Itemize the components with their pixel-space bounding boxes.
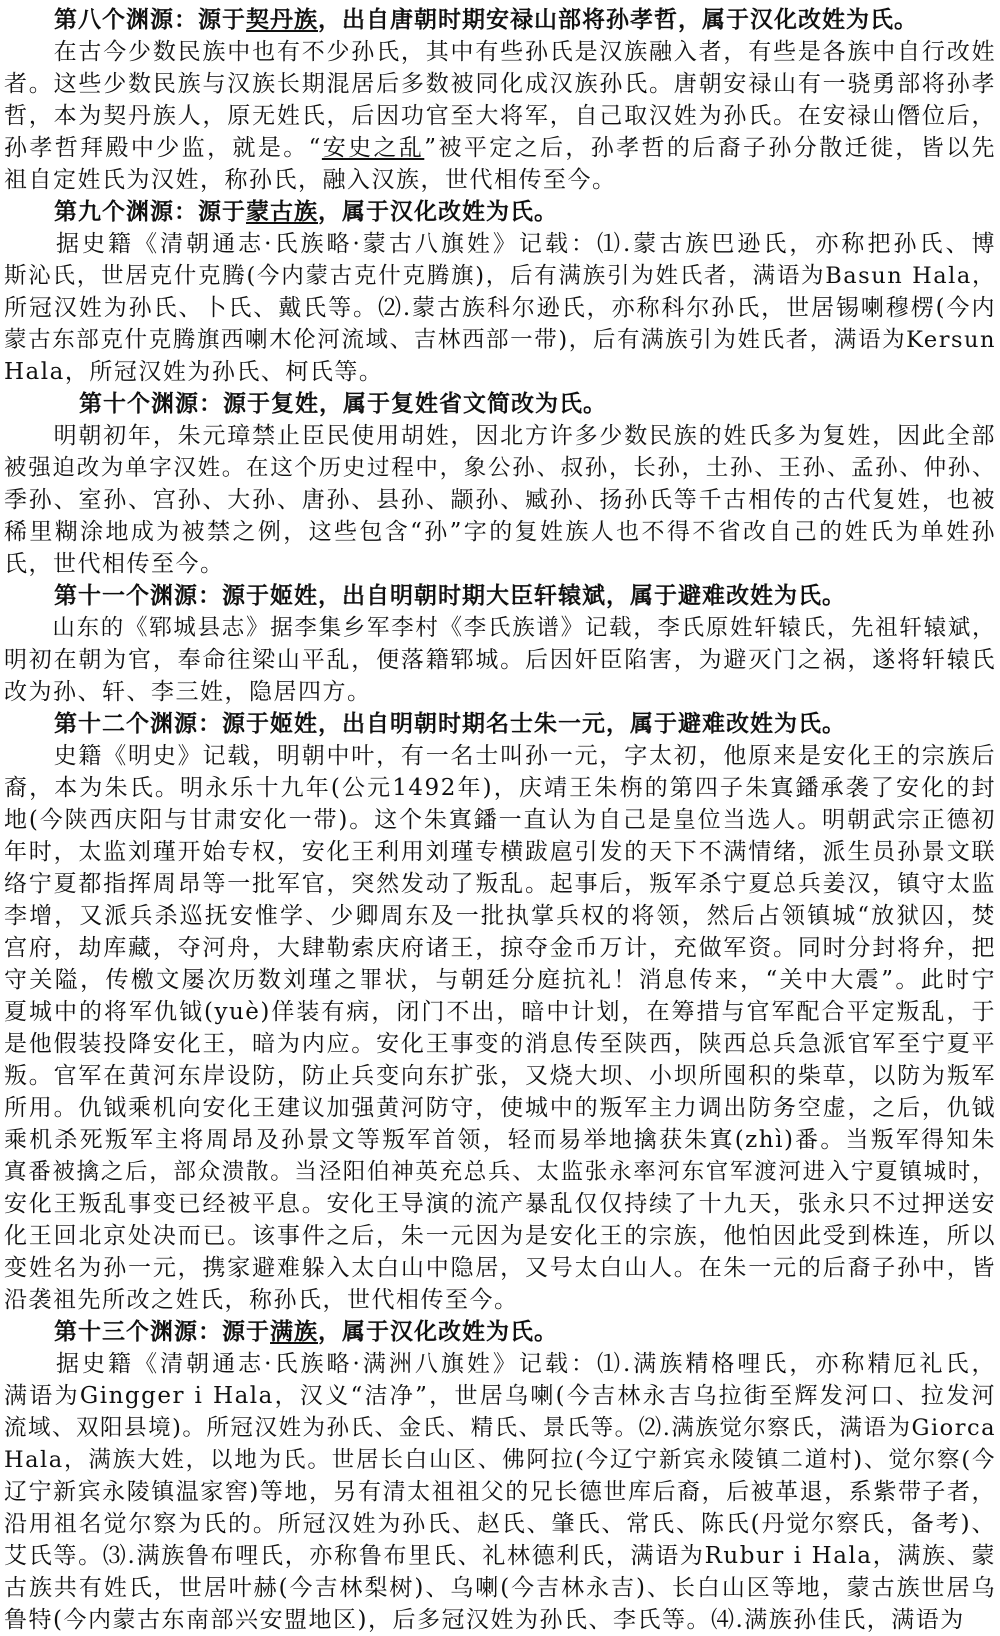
body-line: 艾氏等。⑶.满族鲁布哩氏，亦称鲁布里氏、礼林德利氏，满语为Rubur i Hala，满族、蒙 [4, 1543, 996, 1569]
section [0, 4, 1000, 196]
body-line: 蒙古东部克什克腾旗西喇木伦河流域、吉林西部一带)，后有满族引为姓氏者，满语为Kersun [4, 327, 996, 353]
body-line: 稀里糊涂地成为被禁之例，这些包含“孙”字的复姓族人也不得不省改自己的姓氏为单姓孙 [4, 519, 996, 545]
body-line: Hala，满族大姓，以地为氏。世居长白山区、佛阿拉(今辽宁新宾永陵镇二道村)、觉尔察(今 [4, 1447, 996, 1473]
section [0, 1316, 1000, 1636]
section-heading [0, 388, 1000, 420]
body-line: 年时，太监刘瑾开始专权，安化王利用刘瑾专横跋扈引发的天下不满情绪，派生员孙景文联 [4, 839, 996, 865]
body-line: 季孙、室孙、宫孙、大孙、唐孙、县孙、颛孙、臧孙、扬孙氏等千古相传的古代复姓，也被 [4, 487, 996, 513]
body-text: 孙孝哲拜殿中少监，就是。“ [4, 135, 322, 161]
body-line: 所冠汉姓为孙氏、卜氏、戴氏等。⑵.蒙古族科尔逊氏，亦称科尔孙氏，世居锡喇穆楞(今内 [4, 295, 996, 321]
body-line: 氏，世代相传至今。 [4, 551, 225, 577]
underlined-term: 契丹族 [246, 7, 318, 33]
section-heading [0, 196, 1000, 228]
body-line: 叛。官军在黄河东岸设防，防止兵变向东扩张，又烧大坝、小坝所囤积的柴草，以防为叛军 [4, 1063, 996, 1089]
body-line [0, 132, 1000, 164]
body-line: 地(今陕西庆阳与甘肃安化一带)。这个朱寘鐇一直认为自己是皇位当选人。明朝武宗正德初 [4, 807, 996, 833]
body-line: 鲁特(今内蒙古东南部兴安盟地区)，后多冠汉姓为孙氏、李氏等。⑷.满族孙佳氏，满语为 [4, 1607, 965, 1633]
section-heading [0, 580, 1000, 612]
body-line: 满语为Gingger i Hala，汉义“洁净”，世居乌喇(今吉林永吉乌拉街至辉发河口、拉发河 [4, 1383, 996, 1409]
body-line: 裔，本为朱氏。明永乐十九年(公元1492年)，庆靖王朱栴的第四子朱寘鐇承袭了安化的封 [4, 775, 996, 801]
section-heading [0, 1316, 1000, 1348]
heading-text: 第八个渊源：源于 [54, 7, 246, 33]
body-line: 明朝初年，朱元璋禁止臣民使用胡姓，因北方许多少数民族的姓氏多为复姓，因此全部 [4, 423, 996, 449]
body-line: 所用。仇钺乘机向安化王建议加强黄河防守，使城中的叛军主力调出防务空虚，之后，仇钺 [4, 1095, 996, 1121]
body-line: Hala，所冠汉姓为孙氏、柯氏等。 [4, 359, 384, 385]
body-line: 寘番被擒之后，部众溃散。当泾阳伯神英充总兵、太监张永率河东官军渡河进入宁夏镇城时， [4, 1159, 996, 1185]
body-line: 辽宁新宾永陵镇温家窖)等地，另有清太祖祖父的兄长德世库后裔，后被革退，系紫带子者， [4, 1479, 996, 1505]
heading-text: ，属于汉化改姓为氏。 [318, 1319, 558, 1345]
section [0, 580, 1000, 708]
body-line: 乘机杀死叛军主将周昂及孙景文等叛军首领，轻而易举地擒获朱寘(zhì)番。当叛军得知朱 [4, 1127, 996, 1153]
body-line: 化王回北京处决而已。该事件之后，朱一元因为是安化王的宗族，他怕因此受到株连，所以 [4, 1223, 996, 1249]
body-line: 明初在朝为官，奉命往梁山平乱，便落籍郓城。后因奸臣陷害，为避灭门之祸，遂将轩辕氏 [4, 647, 996, 673]
heading-text: ，出自唐朝时期安禄山部将孙孝哲，属于汉化改姓为氏。 [318, 7, 918, 33]
body-line: 据史籍《清朝通志·氏族略·满洲八旗姓》记载：⑴.满族精格哩氏，亦称精厄礼氏， [4, 1351, 996, 1377]
body-line: 络宁夏都指挥周昂等一批军官，突然发动了叛乱。起事后，叛军杀宁夏总兵姜汉，镇守太监 [4, 871, 996, 897]
body-line: 守关隘，传檄文屡次历数刘瑾之罪状，与朝廷分庭抗礼！消息传来，“关中大震”。此时宁 [4, 967, 996, 993]
underlined-term: 蒙古族 [246, 199, 318, 225]
heading-text: 第十三个渊源：源于 [54, 1319, 270, 1345]
section [0, 388, 1000, 580]
body-line: 沿用祖名觉尔察为氏的。所冠汉姓为孙氏、赵氏、肇氏、常氏、陈氏(丹觉尔察氏，备考)、 [4, 1511, 996, 1537]
section [0, 196, 1000, 388]
body-line: 变姓名为孙一元，携家避难躲入太白山中隐居，又号太白山人。在朱一元的后裔子孙中，皆 [4, 1255, 996, 1281]
body-line: 史籍《明史》记载，明朝中叶，有一名士叫孙一元，字太初，他原来是安化王的宗族后 [4, 743, 996, 769]
underlined-term: 安史之乱 [321, 135, 425, 161]
heading-text: 第十二个渊源：源于姬姓，出自明朝时期名士朱一元，属于避难改姓为氏。 [54, 711, 846, 737]
body-line: 李增，又派兵杀巡抚安惟学、少卿周东及一批执掌兵权的将领，然后占领镇城“放狱囚，焚 [4, 903, 996, 929]
body-line: 夏城中的将军仇钺(yuè)佯装有病，闭门不出，暗中计划，在筹措与官军配合平定叛乱，于 [4, 999, 996, 1025]
body-line: 改为孙、轩、李三姓，隐居四方。 [4, 679, 372, 705]
body-line: 古族共有姓氏，世居叶赫(今吉林梨树)、乌喇(今吉林永吉)、长白山区等地，蒙古族世居乌 [4, 1575, 996, 1601]
body-line: 宫府，劫库藏，夺河舟，大肆勒索庆府诸王，掠夺金币万计，充做军资。同时分封将弁，把 [4, 935, 996, 961]
section-heading [0, 708, 1000, 740]
body-line: 者。这些少数民族与汉族长期混居后多数被同化成汉族孙氏。唐朝安禄山有一骁勇部将孙孝 [4, 71, 996, 97]
section [0, 708, 1000, 1316]
body-line: 被强迫改为单字汉姓。在这个历史过程中，象公孙、叔孙，长孙，土孙、王孙、孟孙、仲孙、 [4, 455, 996, 481]
section-heading [0, 4, 1000, 36]
document-page [0, 4, 1000, 1636]
body-line: 流域、双阳县境)。所冠汉姓为孙氏、金氏、精氏、景氏等。⑵.满族觉尔察氏，满语为Giorca [4, 1415, 996, 1441]
body-line: 在古今少数民族中也有不少孙氏，其中有些孙氏是汉族融入者，有些是各族中自行改姓 [4, 39, 996, 65]
heading-text: 第十个渊源：源于复姓，属于复姓省文简改为氏。 [79, 391, 607, 417]
body-line: 山东的《郓城县志》据李集乡军李村《李氏族谱》记载，李氏原姓轩辕氏，先祖轩辕斌， [4, 615, 996, 641]
body-line: 哲，本为契丹族人，原无姓氏，后因功官至大将军，自己取汉姓为孙氏。在安禄山僭位后， [4, 103, 996, 129]
body-line: 斯沁氏，世居克什克腾(今内蒙古克什克腾旗)，后有满族引为姓氏者，满语为Basun Hala， [4, 263, 996, 289]
underlined-term: 满族 [270, 1319, 318, 1345]
body-line: 是他假装投降安化王，暗为内应。安化王事变的消息传至陕西，陕西总兵急派官军至宁夏平 [4, 1031, 996, 1057]
body-line: 据史籍《清朝通志·氏族略·蒙古八旗姓》记载：⑴.蒙古族巴逊氏，亦称把孙氏、博 [4, 231, 996, 257]
body-text: ”被平定之后，孙孝哲的后裔子孙分散迁徙，皆以先 [424, 135, 996, 161]
heading-text: 第九个渊源：源于 [54, 199, 246, 225]
body-line: 沿袭祖先所改之姓氏，称孙氏，世代相传至今。 [4, 1287, 519, 1313]
body-line: 祖自定姓氏为汉姓，称孙氏，融入汉族，世代相传至今。 [4, 167, 617, 193]
heading-text: 第十一个渊源：源于姬姓，出自明朝时期大臣轩辕斌，属于避难改姓为氏。 [54, 583, 846, 609]
heading-text: ，属于汉化改姓为氏。 [318, 199, 558, 225]
body-line: 安化王叛乱事变已经被平息。安化王导演的流产暴乱仅仅持续了十九天，张永只不过押送安 [4, 1191, 996, 1217]
